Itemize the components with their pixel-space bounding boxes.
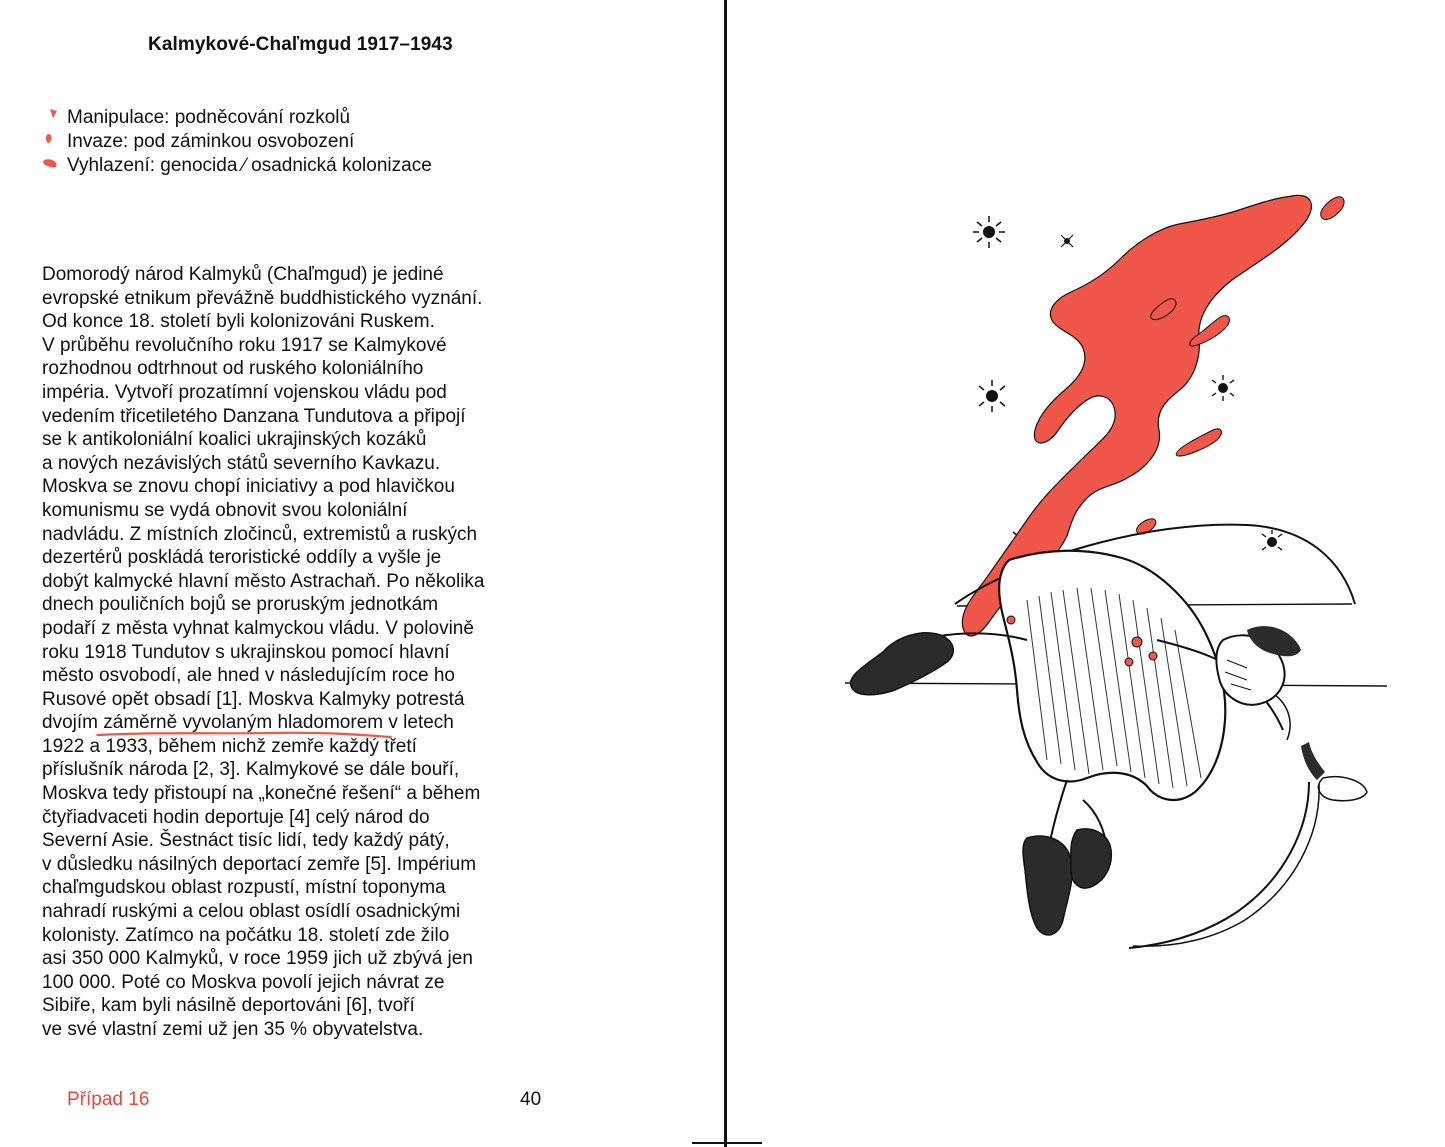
falling-soldier-illustration <box>727 0 1445 1147</box>
text-line: chaľmgudskou oblast rozpustí, místní toponyma <box>42 877 446 899</box>
text-line: V průběhu revolučního roku 1917 se Kalmykové <box>42 334 447 356</box>
text-line: v důsledku násilných deportací zemře [5]. Impérium <box>42 853 477 875</box>
case-label: Případ 16 <box>67 1089 150 1110</box>
text-line: Moskva tedy přistoupí na „konečné řešení“ a během <box>42 783 481 805</box>
red-splat-large-icon <box>42 154 64 178</box>
bullet-mark-icon <box>1212 375 1234 401</box>
text-line: Rusové opět obsadí [1]. Moskva Kalmyky potrestá <box>42 688 465 710</box>
page-title: Kalmykové-Chaľmgud 1917–1943 <box>148 34 453 55</box>
text-line: dobýt kalmycké hlavní město Astrachaň. Po několika <box>42 570 485 592</box>
text-line: kolonisty. Zatímco na počátku 18. století zde žilo <box>42 924 450 946</box>
right-page <box>727 0 1445 1147</box>
text-line: Severní Asie. Šestnáct tisíc lidí, tedy každý pátý, <box>42 830 450 852</box>
text-line: rozhodnou odtrhnout od ruského koloniálního <box>42 358 424 380</box>
text-line: podaří z města vyhnat kalmyckou vládu. V polovině <box>42 617 474 639</box>
text-line: a nových nezávislých států severního Kavkazu. <box>42 452 441 474</box>
text-line: 1922 a 1933, během nichž zemře každý třetí <box>42 735 417 757</box>
text-line: Sibiře, kam byli násilně deportováni [6], tvoří <box>42 995 415 1017</box>
text-line: nahradí ruskými a celou oblast osídlí osadnickými <box>42 901 461 923</box>
text-segment: dvojím <box>42 712 104 734</box>
text-line: vedením třicetiletého Danzana Tundutova a připojí <box>42 405 466 427</box>
legend-item-invasion <box>42 130 432 154</box>
text-line: město osvobodí, ale hned v následujícím roce ho <box>42 665 455 687</box>
text-line: dnech pouličních bojů se proruským jednotkám <box>42 594 439 616</box>
red-handdrawn-underline-icon <box>99 728 389 742</box>
legend-list <box>42 106 432 178</box>
text-line: asi 350 000 Kalmyků, v roce 1959 jich už zbývá jen <box>42 948 473 970</box>
legend-label: Manipulace: podněcování rozkolů <box>67 107 351 128</box>
text-line: roku 1918 Tundutov s ukrajinskou pomocí hlavní <box>42 641 450 663</box>
text-segment: záměrně vyvolaným hladomorem <box>103 712 384 734</box>
body-paragraph <box>42 263 562 1042</box>
text-line-underlined <box>42 711 562 735</box>
page-number: 40 <box>520 1089 542 1110</box>
red-splat-small-icon <box>42 106 64 130</box>
legend-item-manipulation <box>42 106 432 130</box>
text-line: Moskva se znovu chopí iniciativy a pod hlavičkou <box>42 476 455 498</box>
bullet-mark-icon <box>979 380 1005 412</box>
legend-label: Invaze: pod záminkou osvobození <box>67 131 355 152</box>
underlined-phrase <box>103 712 383 733</box>
text-line: ve své vlastní zemi už jen 35 % obyvatelstva. <box>42 1019 424 1040</box>
text-line: se k antikoloniální koalici ukrajinských kozáků <box>42 429 427 451</box>
text-segment: v letech <box>383 712 454 734</box>
bullet-mark-icon <box>973 216 1005 248</box>
text-line: impéria. Vytvoří prozatímní vojenskou vládu pod <box>42 381 447 403</box>
bullet-mark-icon <box>1262 530 1282 550</box>
text-line: nadvládu. Z místních zločinců, extremistů a ruských <box>42 523 478 545</box>
legend-label: Vyhlazení: genocida ⁄ osadnická kolonizace <box>67 155 432 176</box>
text-line: dezertérů poskládá teroristické oddíly a vyšle je <box>42 547 442 569</box>
bullet-mark-icon <box>1061 235 1073 247</box>
text-line: čtyřiadvaceti hodin deportuje [4] celý národ do <box>42 806 430 828</box>
text-line: evropské etnikum převážně buddhistického vyznání. <box>42 287 483 309</box>
text-line: Od konce 18. století byli kolonizováni Ruskem. <box>42 311 435 333</box>
text-line: 100 000. Poté co Moskva povolí jejich návrat ze <box>42 971 445 993</box>
legend-item-extermination <box>42 154 432 178</box>
text-line: Domorodý národ Kalmyků (Chaľmgud) je jediné <box>42 264 444 285</box>
red-splat-medium-icon <box>42 130 64 154</box>
text-line: příslušník národa [2, 3]. Kalmykové se dále bouří, <box>42 759 460 781</box>
text-line: komunismu se vydá obnovit svou koloniální <box>42 499 408 521</box>
